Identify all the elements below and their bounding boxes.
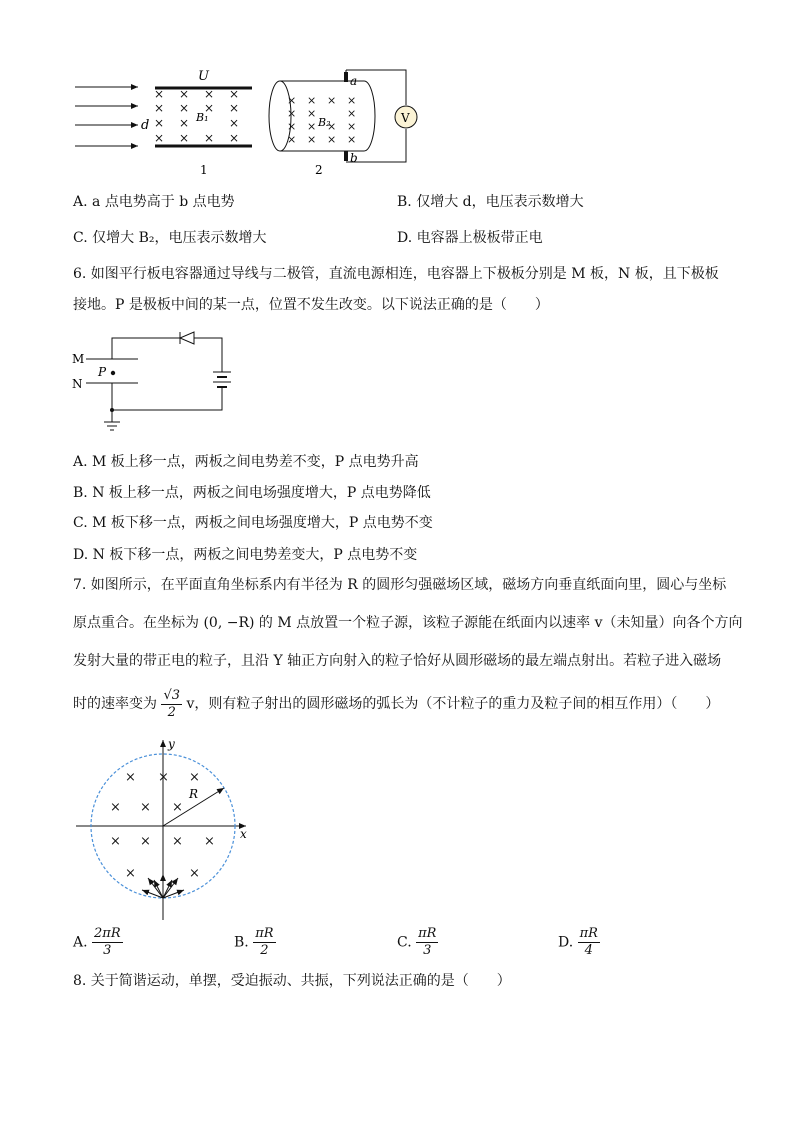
q6-stem-line-2: 接地。P 是极板中间的某一点，位置不发生改变。以下说法正确的是（ ） (73, 297, 549, 313)
svg-text:×: × (125, 866, 136, 881)
q5-option-c: C. 仅增大 B₂，电压表示数增大 (73, 230, 267, 246)
svg-text:×: × (347, 133, 357, 146)
svg-text:×: × (140, 834, 151, 849)
svg-text:×: × (204, 101, 215, 115)
q5-option-d: D. 电容器上极板带正电 (397, 230, 543, 246)
svg-text:×: × (179, 131, 190, 145)
figure-q5 (70, 62, 420, 182)
svg-text:×: × (179, 116, 190, 130)
svg-text:×: × (204, 87, 215, 101)
svg-text:×: × (287, 133, 297, 146)
svg-text:×: × (154, 116, 165, 130)
q7-stem-line-3: 发射大量的带正电的粒子，且沿 Y 轴正方向射入的粒子恰好从圆形磁场的最左端点射出。若粒子进入磁场 (73, 653, 722, 669)
svg-text:×: × (179, 101, 190, 115)
svg-text:×: × (204, 834, 215, 849)
svg-text:×: × (229, 101, 240, 115)
svg-text:×: × (172, 834, 183, 849)
label-r: R (189, 787, 199, 801)
svg-text:×: × (189, 770, 200, 785)
svg-text:×: × (347, 120, 357, 133)
q7-option-a: A. $\frac{2\pi R}{3}$ (73, 926, 121, 958)
axis-label-y: y (168, 737, 175, 751)
svg-text:×: × (229, 116, 240, 130)
svg-text:×: × (307, 107, 317, 120)
q6-option-c: C. M 板下移一点，两板之间电场强度增大，P 点电势不变 (73, 515, 433, 531)
svg-text:×: × (327, 94, 337, 107)
label-b2: B₂ (318, 116, 331, 129)
q7-stem-line-2: 原点重合。在坐标为 (0, −R) 的 M 点放置一个粒子源，该粒子源能在纸面内以速率 v（未知量）向各个方向 (73, 615, 743, 631)
svg-text:×: × (154, 101, 165, 115)
figure-q7 (70, 734, 260, 924)
figure-q6 (70, 328, 240, 438)
q7-stem-line-1: 7. 如图所示，在平面直角坐标系内有半径为 R 的圆形匀强磁场区域，磁场方向垂直纸面向里，圆心与坐标 (73, 577, 727, 593)
label-n: N (72, 377, 83, 391)
label-b: b (350, 151, 358, 165)
svg-text:×: × (154, 87, 165, 101)
point-p (111, 371, 115, 375)
label-u: U (198, 69, 209, 84)
axis-label-x: x (240, 827, 247, 841)
svg-text:×: × (307, 120, 317, 133)
svg-text:×: × (140, 800, 151, 815)
q8-stem-line-1: 8. 关于简谐运动，单摆，受迫振动、共振，下列说法正确的是（ ） (73, 973, 511, 989)
svg-text:×: × (287, 94, 297, 107)
voltmeter-label: V (401, 111, 410, 125)
svg-text:×: × (204, 131, 215, 145)
svg-text:×: × (287, 107, 297, 120)
svg-text:×: × (179, 87, 190, 101)
svg-text:×: × (347, 107, 357, 120)
label-a: a (350, 74, 358, 88)
label-m: M (72, 352, 85, 366)
svg-text:×: × (327, 133, 337, 146)
q7-option-d: D. $\frac{\pi R}{4}$ (558, 926, 598, 958)
svg-text:×: × (347, 94, 357, 107)
svg-text:×: × (110, 834, 121, 849)
q6-option-d: D. N 板下移一点，两板之间电势差变大，P 点电势不变 (73, 547, 418, 563)
label-p: P (98, 365, 107, 379)
svg-text:×: × (158, 770, 169, 785)
svg-text:×: × (327, 120, 337, 133)
svg-text:×: × (307, 133, 317, 146)
svg-text:×: × (307, 94, 317, 107)
svg-text:×: × (154, 131, 165, 145)
svg-text:×: × (189, 866, 200, 881)
q6-option-b: B. N 板上移一点，两板之间电场强度增大，P 点电势降低 (73, 485, 431, 501)
caption-2: 2 (315, 163, 323, 177)
caption-1: 1 (200, 163, 208, 177)
svg-text:×: × (172, 800, 183, 815)
q7-speed-fraction: $\frac{√3}{2}$ (163, 687, 181, 720)
q7-option-c: C. $\frac{\pi R}{3}$ (397, 926, 437, 958)
svg-text:×: × (229, 131, 240, 145)
q5-option-b: B. 仅增大 d，电压表示数增大 (397, 194, 584, 210)
svg-text:×: × (110, 800, 121, 815)
q7-stem-line-4: 时的速率变为 $\frac{√3}{2}$ v，则有粒子射出的圆形磁场的弧长为（不计粒子的重力及粒子间的相互作用）（ ） (73, 687, 720, 720)
label-b1: B₁ (196, 111, 209, 124)
q6-option-a: A. M 板上移一点，两板之间电势差不变，P 点电势升高 (73, 454, 419, 470)
q6-stem-line-1: 6. 如图平行板电容器通过导线与二极管，直流电源相连，电容器上下极板分别是 M 板，N 板，且下极板 (73, 266, 719, 282)
q7-option-b: B. $\frac{\pi R}{2}$ (234, 926, 274, 958)
svg-text:×: × (229, 87, 240, 101)
svg-text:×: × (287, 120, 297, 133)
label-d: d (141, 118, 150, 133)
svg-text:×: × (125, 770, 136, 785)
q5-option-a: A. a 点电势高于 b 点电势 (73, 194, 235, 210)
